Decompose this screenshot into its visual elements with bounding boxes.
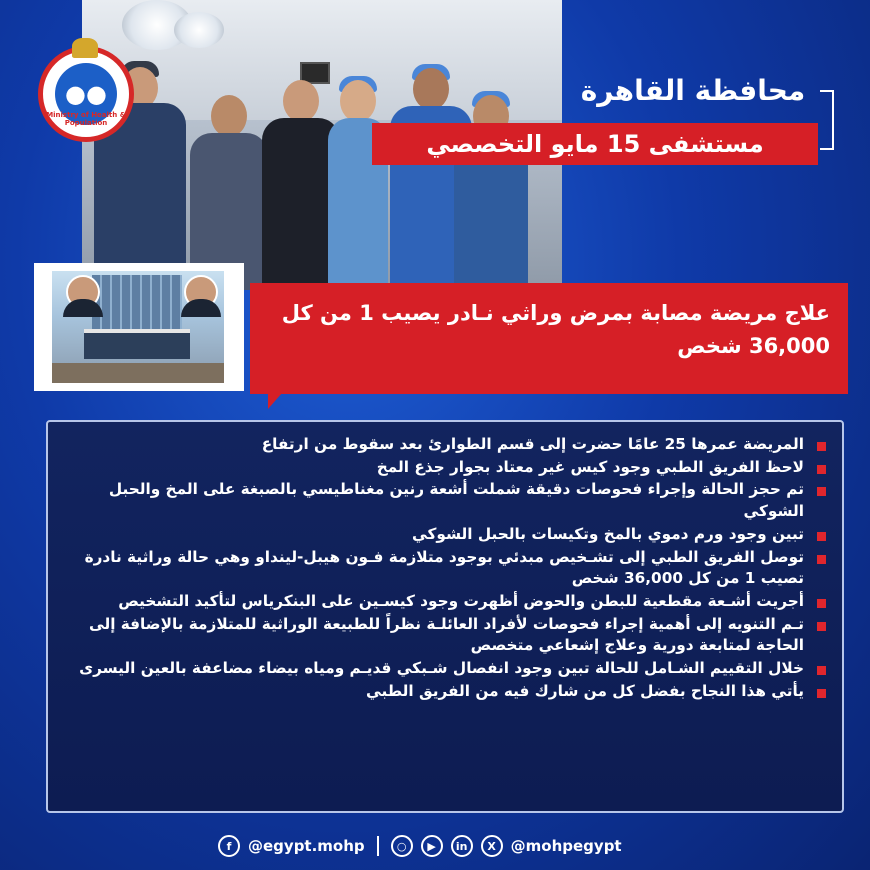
headline-line-2: 36,000 شخص xyxy=(677,333,830,358)
logo-ring-text: Ministry of Health & Population xyxy=(46,111,126,127)
instagram-icon[interactable]: ○ xyxy=(391,835,413,857)
headline-tail xyxy=(268,393,282,409)
facebook-icon[interactable]: f xyxy=(218,835,240,857)
list-item: تم حجز الحالة وإجراء فحوصات دقيقة شملت أشعة رنين مغناطيسي بالصبغة على المخ والحبل الشوكي xyxy=(62,479,826,522)
footer-divider xyxy=(377,836,379,856)
social-handle[interactable]: @mohpegypt xyxy=(510,837,622,855)
bullet-icon xyxy=(817,689,826,698)
details-list xyxy=(62,434,826,703)
bullet-icon xyxy=(817,555,826,564)
family-icon: ●● xyxy=(65,80,107,108)
social-footer xyxy=(218,831,622,861)
headline-banner xyxy=(250,283,848,394)
bullet-icon xyxy=(817,666,826,675)
hospital-banner: مستشفى 15 مايو التخصصي xyxy=(372,123,818,165)
list-item: خلال التقييم الشـامل للحالة تبين وجود انفصال شـبكي قديـم ومياه بيضاء مضاعفة بالعين اليسرى xyxy=(62,658,826,680)
eagle-emblem-icon xyxy=(72,38,98,58)
list-item: يأتي هذا النجاح بفضل كل من شارك فيه من الفريق الطبي xyxy=(62,681,826,703)
bullet-icon xyxy=(817,622,826,631)
list-item: لاحظ الفريق الطبي وجود كيس غير معتاد بجوار جذع المخ xyxy=(62,457,826,479)
list-item: تبين وجود ورم دموي بالمخ وتكيسات بالحبل الشوكي xyxy=(62,524,826,546)
youtube-icon[interactable]: ▶ xyxy=(421,835,443,857)
bullet-icon xyxy=(817,487,826,496)
linkedin-icon[interactable]: in xyxy=(451,835,473,857)
x-icon[interactable]: X xyxy=(481,835,503,857)
details-box xyxy=(46,420,844,813)
facebook-handle[interactable]: @egypt.mohp xyxy=(248,837,365,855)
list-item: أجريت أشـعة مقطعية للبطن والحوض أظهرت وجود كيسـين على البنكرياس لتأكيد التشخيص xyxy=(62,591,826,613)
list-item: تـم التنويه إلى أهمية إجراء فحوصات لأفراد العائلـة نظراً للطبيعة الوراثية للمتلازمة بالإضافة إلى الحاجة لمتابعة دورية وعلاج إشعاعي متخصص xyxy=(62,614,826,657)
list-item: توصل الفريق الطبي إلى تشـخيص مبدئي بوجود متلازمة فـون هيبل-لينداو وهي حالة وراثية نادرة تصيب 1 من كل 36,000 شخص xyxy=(62,547,826,590)
headline-line-1: علاج مريضة مصابة بمرض وراثي نـادر يصيب 1 من كل xyxy=(281,301,830,325)
title-bracket xyxy=(820,90,834,150)
list-item: المريضة عمرها 25 عامًا حضرت إلى قسم الطوارئ بعد سقوط من ارتفاع xyxy=(62,434,826,456)
bullet-icon xyxy=(817,465,826,474)
governorate-title: محافظة القاهرة xyxy=(580,74,806,107)
bullet-icon xyxy=(817,442,826,451)
ministry-logo xyxy=(38,46,134,142)
bullet-icon xyxy=(817,599,826,608)
bullet-icon xyxy=(817,532,826,541)
hospital-inset-photo xyxy=(34,263,244,391)
